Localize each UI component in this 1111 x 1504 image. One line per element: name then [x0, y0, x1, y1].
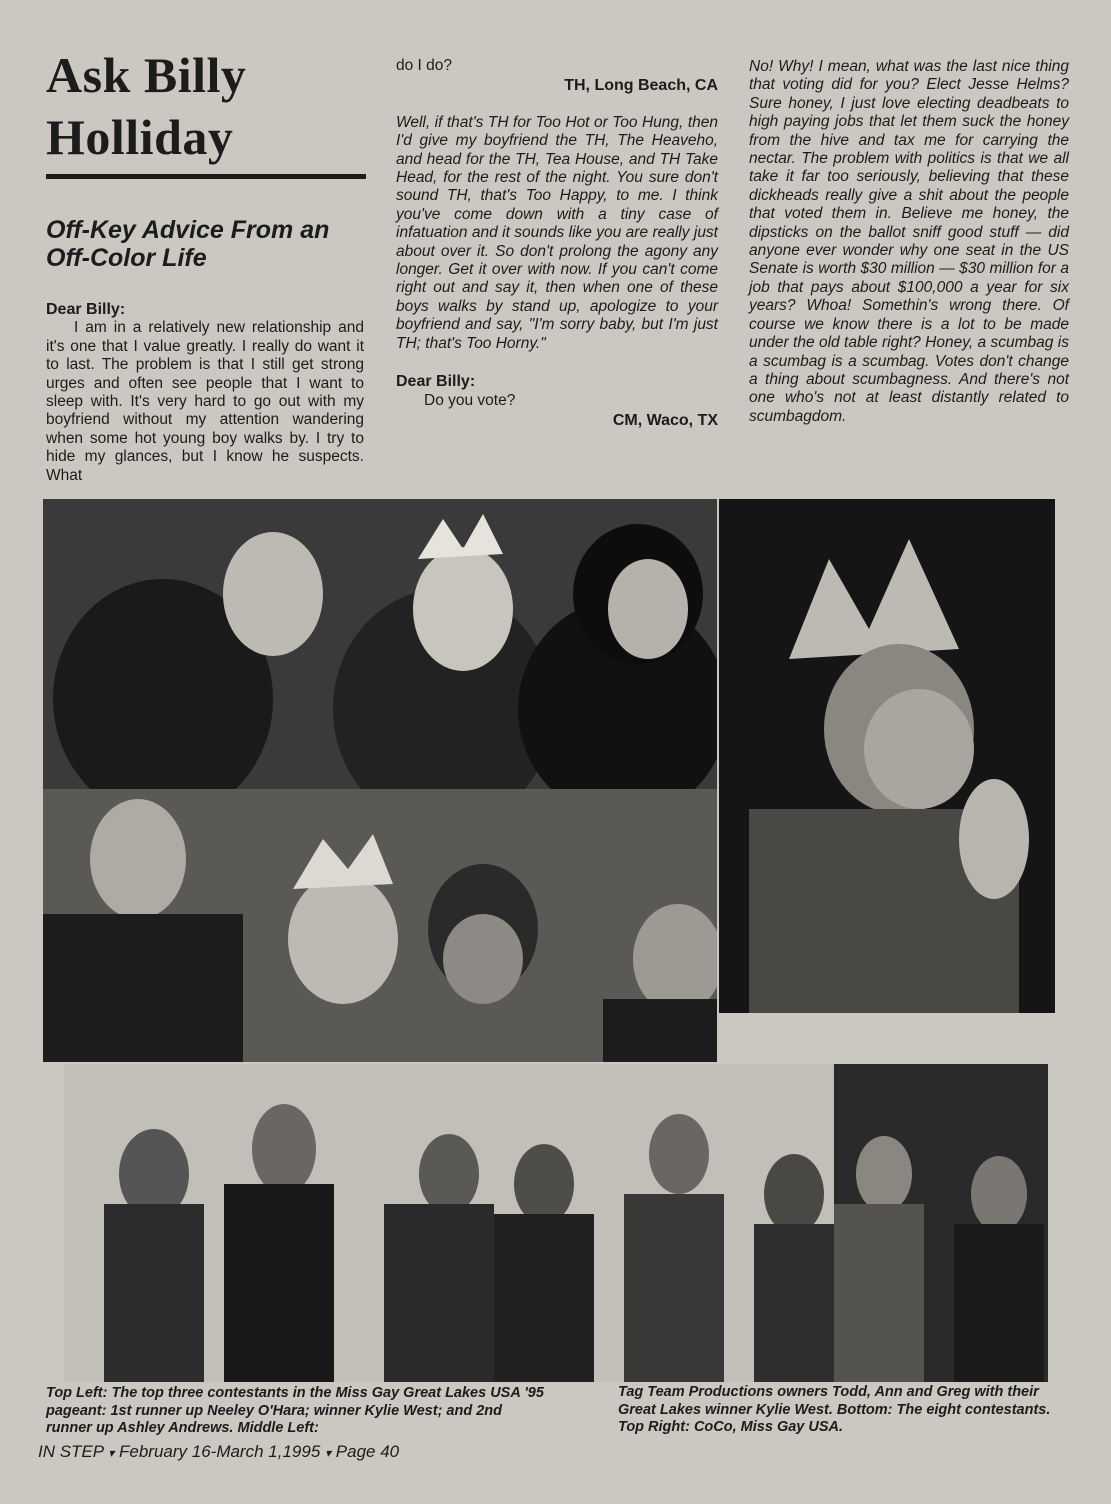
reply1-column — [396, 57, 718, 430]
letter1-salutation: Dear Billy: — [46, 301, 126, 318]
photo-top-three-contestants — [43, 499, 717, 791]
letter2-body: Do you vote? — [424, 391, 516, 409]
photo-eight-contestants — [64, 1064, 1048, 1382]
reply1-text: Well, if that's TH for Too Hot or Too Hung, then I'd give my boyfriend the TH, The Heaveho, and head for the TH, Tea House, and TH Take Head, for the rest of the night. You sure don't sound TH, that's Too Happy, to me. I think you've come down with a tiny case of infatuation and it sounds like you are really just about over it. So don't prolong the agony any longer. Get it over with now. If you can't come right out and say it, then when one of these boys walks by stand up, apologize to your boyfriend and say, "I'm sorry baby, but I'm just TH; that's Too Horny." — [396, 113, 718, 352]
issue-dates: February 16-March 1,1995 — [119, 1442, 321, 1461]
title-rule — [46, 174, 366, 179]
photo-coco-miss-gay-usa — [719, 499, 1055, 1013]
column-title-line2: Holliday — [46, 109, 234, 165]
photo-tag-team-owners — [43, 789, 717, 1062]
letter1-body: I am in a relatively new relationship and it's one that I value greatly. I really do want it to last. The problem is that I still get strong urges and often see people that I want to sleep with. It's very hard to go out with my boyfriend without my attention wandering when some hot young boy walks by. I try to hide my glances, but I know he suspects. What — [46, 319, 364, 484]
letter1-column — [46, 301, 364, 503]
column-title-line1: Ask Billy — [46, 47, 247, 103]
footer-separator-2: ▾ — [325, 1446, 332, 1460]
caption-left: Top Left: The top three contestants in the Miss Gay Great Lakes USA '95 pageant: 1st runner up Neeley O'Hara; winner Kylie West; and 2nd runner up Ashley Andrews. Middle Left: — [46, 1385, 544, 1436]
page-number: Page 40 — [335, 1442, 400, 1461]
page-footer — [38, 1441, 558, 1464]
letter2-signature: CM, Waco, TX — [612, 411, 718, 429]
reply2-column — [749, 58, 1069, 426]
column-subtitle: Off-Key Advice From an Off-Color Life — [46, 216, 330, 272]
publication-name: IN STEP — [38, 1442, 104, 1461]
footer-separator: ▾ — [108, 1446, 115, 1460]
column-title — [46, 44, 376, 168]
letter1-signature: TH, Long Beach, CA — [564, 77, 718, 95]
letter1-body-continued: do I do? — [396, 57, 453, 74]
letter2-salutation: Dear Billy: — [396, 373, 476, 391]
reply2-text: No! Why! I mean, what was the last nice thing that voting did for you? Elect Jesse Helms? Sure honey, I just love electing deadbeats to high paying jobs that let them suck the honey from the hive and tax me for carrying the nectar. The problem with politics is that we all take it far too seriously, believing that these dickheads really give a shit about the people that voted them in. Believe me honey, the dipsticks on the ballot sniff good stuff — did anyone ever wonder why one seat in the US Senate is worth $30 million — $30 million for a job that pays about $100,000 a year for six years? Whoa! Somethin's wrong there. Of course we know there is a lot to be made under the old table right? Honey, a scumbag is a scumbag is a scumbag. Votes don't change a thing about scumbagness. And there's not one who's not at least distantly related to scumbagdom. — [749, 58, 1069, 425]
caption-right: Tag Team Productions owners Todd, Ann and Greg with their Great Lakes winner Kylie West. Bottom: The eight contestants. Top Right: CoCo, Miss Gay USA. — [618, 1384, 1051, 1435]
